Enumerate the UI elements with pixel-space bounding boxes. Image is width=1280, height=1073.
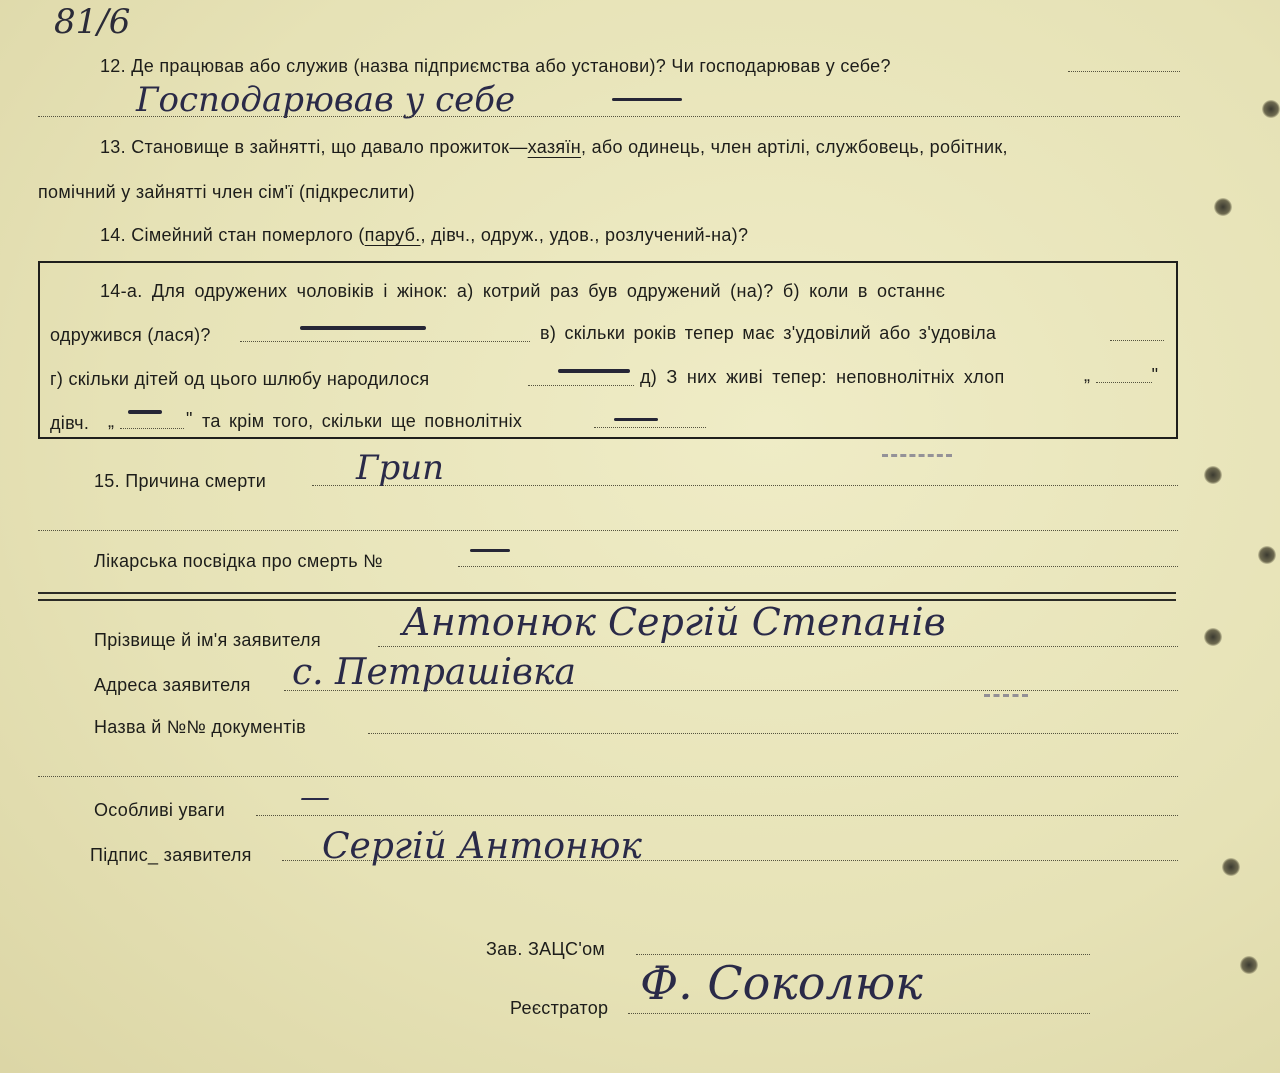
binder-hole-6 [1222, 858, 1240, 876]
documents-extra-line [38, 776, 1178, 777]
q14a-girls-dash [128, 410, 162, 414]
archive-number: 81/6 [54, 2, 131, 42]
applicant-address-label: Адреса заявителя [94, 675, 251, 695]
documents-line [368, 733, 1178, 734]
q13-line1 [100, 136, 1008, 158]
q14a-quote-close: " [186, 409, 193, 429]
q13-selected-option: хазяїн [527, 137, 581, 157]
q14a-line1: 14-а. Для одружених чоловіків і жінок: а) котрий раз був одружений (на)? б) коли в останнє [100, 281, 946, 301]
q12-dotline [1068, 71, 1180, 72]
applicant-name-value: Антонюк Сергій Степанів [402, 600, 946, 644]
applicant-name-label: Прізвище й ім'я заявителя [94, 630, 321, 650]
medical-label: Лікарська посвідка про смерть № [94, 551, 383, 571]
q14-text-after: , дівч., одруж., удов., розлучений-на)? [420, 225, 749, 245]
notes-line [256, 815, 1178, 816]
q12-answer: Господарював у себе [136, 80, 516, 120]
q13-line2: помічний у зайнятті член сім'ї (підкреслити) [38, 182, 415, 202]
applicant-address-mark [984, 694, 1028, 697]
q14a-children-dash [558, 369, 630, 373]
q14-line [100, 224, 748, 246]
documents-label: Назва й №№ документів [94, 717, 306, 737]
q15-label: 15. Причина смерти [94, 471, 267, 491]
q14a-quote-boys: „ " [1084, 365, 1159, 385]
medical-number-dash [470, 549, 510, 552]
applicant-address-value: с. Петрашівка [292, 652, 576, 693]
binder-hole-5 [1204, 628, 1222, 646]
binder-hole-7 [1240, 956, 1258, 974]
q14-text-before: 14. Сімейний стан померлого ( [100, 225, 365, 245]
q14a-children-line [528, 385, 634, 386]
q14-selected-option: паруб. [364, 225, 421, 245]
q14a-line2-right: в) скільки років тепер має з'удовілий або з'удовіла [540, 323, 997, 343]
q12-label: 12. Де працював або служив (назва підприємства або установи)? Чи господарював у себе? [100, 56, 891, 76]
binder-hole-1 [1262, 100, 1280, 118]
head-label: Зав. ЗАЦС'ом [486, 939, 606, 959]
registrar-signature-line [628, 1013, 1090, 1014]
q14a-line4-adults: та крім того, скільки ще повнолітніх [202, 411, 523, 431]
section-separator-top [38, 592, 1176, 594]
q14a-line2-left: одружився (лася)? [50, 325, 211, 345]
q14a-line4-girls: дівч. [50, 413, 90, 433]
notes-label: Особливі уваги [94, 800, 226, 820]
q12-answer-line [38, 116, 1180, 117]
notes-value: — [300, 780, 330, 815]
q14a-boys-line [1096, 382, 1152, 383]
q14a-date-line [240, 341, 530, 342]
signature-label: Підпис_ заявителя [90, 845, 252, 865]
q15-extra-line [38, 530, 1178, 531]
applicant-signature: Сергій Антонюк [322, 826, 642, 867]
medical-number-line [458, 566, 1178, 567]
applicant-name-line [378, 646, 1178, 647]
binder-hole-2 [1214, 198, 1232, 216]
q14a-line3-right: д) З них живі тепер: неповнолітніх хлоп [640, 367, 1005, 387]
q15-answer: Грип [356, 448, 445, 488]
q14a-quote-open: „ [108, 411, 115, 431]
binder-hole-3 [1204, 466, 1222, 484]
q14a-girls-line [120, 428, 184, 429]
q13-text-after: , або одинець, член артілі, службовець, робітник, [581, 137, 1008, 157]
q12-answer-dash [612, 98, 682, 101]
q13-text-before: 13. Становище в зайнятті, що давало прожиток— [100, 137, 528, 157]
q14a-date-dash [300, 326, 426, 330]
q15-faint-mark [882, 454, 952, 457]
q14a-adults-dash [614, 418, 658, 421]
binder-hole-4 [1258, 546, 1276, 564]
q14a-line3-left: г) скільки дітей од цього шлюбу народилося [50, 369, 430, 389]
registrar-signature: Ф. Соколюк [640, 956, 923, 1010]
head-signature-line [636, 954, 1090, 955]
registrar-label: Реєстратор [510, 998, 609, 1018]
q14a-adults-line [594, 427, 706, 428]
q14a-years-line [1110, 340, 1164, 341]
